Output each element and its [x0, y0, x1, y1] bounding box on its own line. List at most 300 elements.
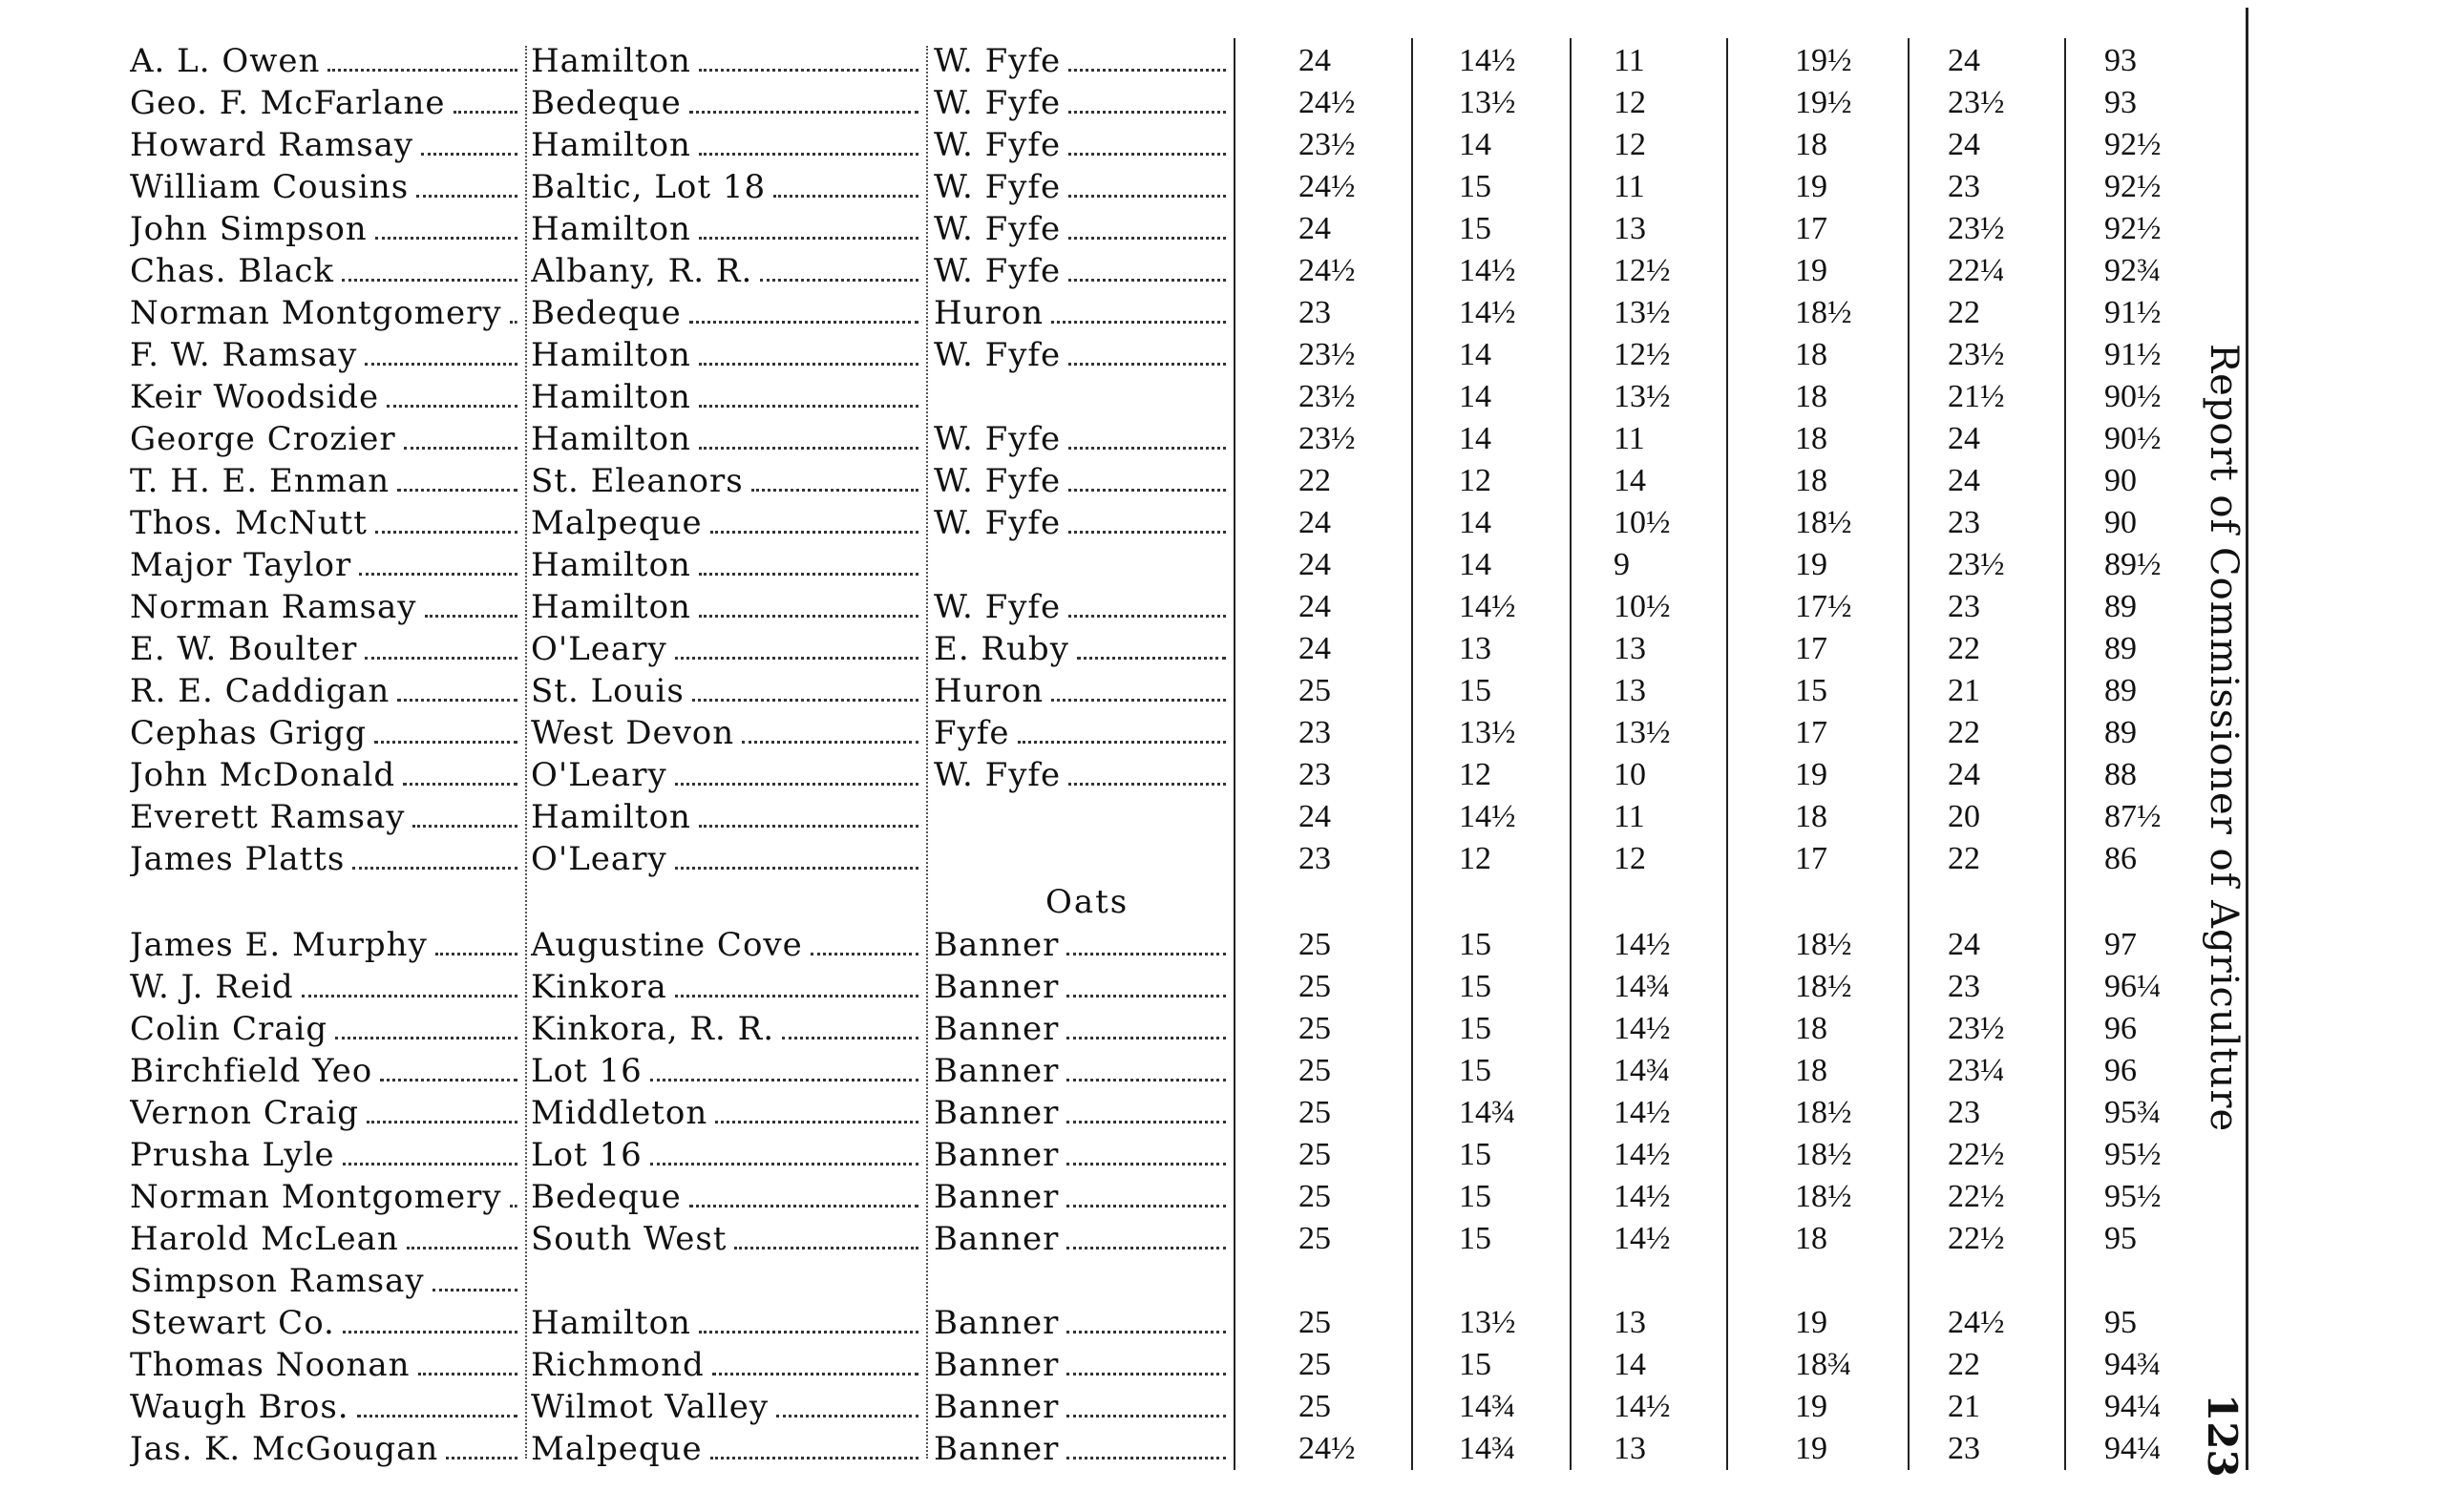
- score-2: 12: [1459, 841, 1491, 876]
- exhibitor-place-text: Kinkora: [531, 968, 667, 1006]
- exhibitor-name: [130, 712, 521, 754]
- score-2: 13½: [1459, 1305, 1516, 1340]
- exhibitor-name-text: Chas. Black: [130, 252, 335, 290]
- dot-leader: [342, 279, 517, 282]
- exhibitor-name: [130, 334, 521, 376]
- exhibitor-place-text: St. Eleanors: [531, 462, 744, 500]
- exhibitor-name: [130, 418, 521, 460]
- score-1: 23: [1298, 757, 1331, 792]
- table-row: [0, 628, 2196, 670]
- score-4: 19: [1795, 757, 1827, 792]
- exhibitor-place-text: West Devon: [531, 714, 735, 752]
- score-2: 14: [1459, 127, 1491, 162]
- score-3: 14½: [1614, 1095, 1671, 1130]
- table-row: [0, 376, 2196, 418]
- exhibitor-name: [130, 796, 521, 838]
- score-1: 25: [1298, 1053, 1331, 1088]
- exhibitor-name-text: Stewart Co.: [130, 1304, 335, 1342]
- dot-leader: [811, 953, 918, 956]
- score-4: 17½: [1795, 589, 1852, 624]
- table-row: [0, 292, 2196, 334]
- page-number: 123: [2199, 1394, 2246, 1478]
- table-row: [0, 82, 2196, 124]
- score-total: 89: [2104, 673, 2137, 708]
- score-4: 19½: [1795, 85, 1852, 120]
- exhibitor-name: [130, 838, 521, 880]
- score-2: 12: [1459, 757, 1491, 792]
- score-4: 18: [1795, 127, 1827, 162]
- score-4: 18½: [1795, 505, 1852, 540]
- score-2: 15: [1459, 1179, 1491, 1214]
- score-3: 14½: [1614, 1179, 1671, 1214]
- dot-leader: [1068, 69, 1226, 72]
- score-3: 12½: [1614, 337, 1671, 372]
- dot-leader: [425, 615, 517, 618]
- exhibitor-name: [130, 1176, 521, 1218]
- exhibitor-name: [130, 208, 521, 250]
- variety: [934, 502, 1230, 544]
- exhibitor-name-text: Birchfield Yeo: [130, 1052, 373, 1090]
- exhibitor-place-text: Middleton: [531, 1094, 708, 1132]
- exhibitor-name-text: George Crozier: [130, 420, 396, 458]
- score-2: 15: [1459, 969, 1491, 1004]
- exhibitor-name: [130, 1428, 521, 1470]
- variety: [934, 1218, 1230, 1260]
- score-5: 23: [1948, 589, 1980, 624]
- score-5: 22: [1948, 1347, 1980, 1382]
- exhibitor-place: [531, 838, 922, 880]
- score-2: 14: [1459, 421, 1491, 456]
- exhibitor-name-text: Keir Woodside: [130, 378, 380, 416]
- score-3: 13½: [1614, 295, 1671, 330]
- exhibitor-place: [531, 40, 922, 82]
- exhibitor-place-text: Bedeque: [531, 294, 682, 332]
- dot-leader: [1066, 1373, 1226, 1376]
- table-row: [0, 208, 2196, 250]
- variety-text: W. Fyfe: [934, 126, 1062, 164]
- score-2: 14¾: [1459, 1095, 1516, 1130]
- score-4: 18¾: [1795, 1347, 1852, 1382]
- variety: [934, 40, 1230, 82]
- dot-leader: [1068, 153, 1226, 156]
- dot-leader: [1066, 1163, 1226, 1166]
- score-3: 10½: [1614, 589, 1671, 624]
- exhibitor-name: [130, 1344, 521, 1386]
- score-total: 89: [2104, 589, 2137, 624]
- score-total: 95½: [2104, 1179, 2162, 1214]
- score-2: 14: [1459, 547, 1491, 582]
- score-3: 11: [1614, 799, 1645, 834]
- dot-leader: [1068, 363, 1226, 366]
- score-4: 18½: [1795, 1137, 1852, 1172]
- score-5: 24: [1948, 421, 1980, 456]
- score-1: 23½: [1298, 337, 1356, 372]
- exhibitor-name: [130, 670, 521, 712]
- variety: [934, 1344, 1230, 1386]
- exhibitor-place: [531, 208, 922, 250]
- score-2: 15: [1459, 1347, 1491, 1382]
- dot-leader: [710, 531, 918, 534]
- dot-leader: [1068, 783, 1226, 786]
- dot-leader: [510, 321, 517, 324]
- exhibitor-place-text: Albany, R. R.: [531, 252, 753, 290]
- score-1: 24½: [1298, 169, 1356, 204]
- table-row: [0, 670, 2196, 712]
- exhibitor-name-text: A. L. Owen: [130, 42, 321, 80]
- variety-text: Banner: [934, 1388, 1060, 1426]
- dot-leader: [435, 953, 517, 956]
- dot-leader: [375, 531, 517, 534]
- score-total: 92¾: [2104, 253, 2162, 288]
- table-row: [0, 712, 2196, 754]
- exhibitor-name-text: R. E. Caddigan: [130, 672, 390, 710]
- dot-leader: [699, 573, 918, 576]
- variety: [934, 1386, 1230, 1428]
- exhibitor-place: [531, 1092, 922, 1134]
- variety: [934, 838, 1230, 880]
- table-row: [0, 1302, 2196, 1344]
- score-4: 18: [1795, 463, 1827, 498]
- dot-leader: [335, 1037, 517, 1040]
- score-2: 15: [1459, 1221, 1491, 1256]
- exhibitor-place: [531, 418, 922, 460]
- exhibitor-name: [130, 966, 521, 1008]
- score-1: 23½: [1298, 421, 1356, 456]
- table-row: [0, 838, 2196, 880]
- dot-leader: [699, 153, 918, 156]
- score-total: 89: [2104, 715, 2137, 750]
- score-3: 14½: [1614, 1011, 1671, 1046]
- variety-text: W. Fyfe: [934, 336, 1062, 374]
- exhibitor-name: [130, 1302, 521, 1344]
- score-4: 18½: [1795, 1179, 1852, 1214]
- table-row: [0, 1008, 2196, 1050]
- exhibitor-place: [531, 754, 922, 796]
- exhibitor-name: [130, 166, 521, 208]
- dot-leader: [1066, 1415, 1226, 1418]
- score-4: 18½: [1795, 969, 1852, 1004]
- exhibitor-place-text: Bedeque: [531, 1178, 682, 1216]
- variety-text: W. Fyfe: [934, 462, 1062, 500]
- score-5: 22½: [1948, 1221, 2005, 1256]
- score-1: 24: [1298, 631, 1331, 666]
- score-5: 23: [1948, 1095, 1980, 1130]
- variety-text: Fyfe: [934, 714, 1010, 752]
- dot-leader: [1066, 1037, 1226, 1040]
- score-2: [1459, 1260, 1602, 1302]
- dot-leader: [1066, 1205, 1226, 1208]
- variety-text: Banner: [934, 1304, 1060, 1342]
- exhibitor-name-text: Thomas Noonan: [130, 1346, 411, 1384]
- exhibitor-place-text: St. Louis: [531, 672, 685, 710]
- score-1: 25: [1298, 1179, 1331, 1214]
- variety-text: Banner: [934, 1136, 1060, 1174]
- exhibitor-name-text: Jas. K. McGougan: [130, 1430, 439, 1468]
- variety-text: Banner: [934, 1052, 1060, 1090]
- score-total: 91½: [2104, 295, 2162, 330]
- table-row: [0, 1218, 2196, 1260]
- score-3: 12: [1614, 85, 1646, 120]
- exhibitor-place: [531, 250, 922, 292]
- variety: [934, 124, 1230, 166]
- variety-text: W. Fyfe: [934, 588, 1062, 626]
- variety: [934, 166, 1230, 208]
- dot-leader: [365, 363, 517, 366]
- score-2: 13: [1459, 631, 1491, 666]
- table-row: [0, 250, 2196, 292]
- exhibitor-name-text: William Cousins: [130, 168, 410, 206]
- score-3: 14½: [1614, 1137, 1671, 1172]
- exhibitor-name: [130, 544, 521, 586]
- variety: [934, 712, 1230, 754]
- exhibitor-name: [130, 124, 521, 166]
- exhibitor-place-text: Hamilton: [531, 588, 691, 626]
- score-2: 14½: [1459, 43, 1516, 78]
- dot-leader: [692, 699, 918, 702]
- exhibitor-name-text: F. W. Ramsay: [130, 336, 358, 374]
- exhibitor-place: [531, 124, 922, 166]
- score-total: 87½: [2104, 799, 2162, 834]
- score-3: 12: [1614, 127, 1646, 162]
- variety-text: W. Fyfe: [934, 210, 1062, 248]
- score-3: 14½: [1614, 927, 1671, 962]
- score-2: 14½: [1459, 253, 1516, 288]
- score-total: 89: [2104, 631, 2137, 666]
- score-4: 17: [1795, 841, 1827, 876]
- score-4: 19½: [1795, 43, 1852, 78]
- score-2: 14: [1459, 337, 1491, 372]
- score-total: 95: [2104, 1305, 2137, 1340]
- exhibitor-place-text: Lot 16: [531, 1052, 643, 1090]
- dot-leader: [699, 69, 918, 72]
- dot-leader: [1077, 657, 1226, 660]
- dot-leader: [1051, 699, 1226, 702]
- score-5: 24: [1948, 757, 1980, 792]
- dot-leader: [712, 1373, 918, 1376]
- score-5: 23: [1948, 505, 1980, 540]
- score-5: 23½: [1948, 211, 2005, 246]
- dot-leader: [1068, 111, 1226, 114]
- exhibitor-name-text: Norman Montgomery: [130, 294, 502, 332]
- score-1: 24: [1298, 547, 1331, 582]
- score-4: 15: [1795, 673, 1827, 708]
- variety: [934, 966, 1230, 1008]
- score-4: 19: [1795, 169, 1827, 204]
- dot-leader: [776, 1415, 918, 1418]
- variety: [934, 376, 1230, 418]
- dot-leader: [650, 1163, 918, 1166]
- dot-leader: [1066, 995, 1226, 998]
- variety: [934, 208, 1230, 250]
- variety: [934, 628, 1230, 670]
- exhibitor-place-text: Hamilton: [531, 798, 691, 836]
- exhibitor-place: [531, 502, 922, 544]
- exhibitor-place: [531, 628, 922, 670]
- exhibitor-place: [531, 1428, 922, 1470]
- dot-leader: [404, 447, 517, 450]
- dot-leader: [407, 1247, 517, 1250]
- score-2: 14½: [1459, 799, 1516, 834]
- dot-leader: [699, 825, 918, 828]
- dot-leader: [327, 69, 517, 72]
- variety: [934, 292, 1230, 334]
- exhibitor-name-text: Simpson Ramsay: [130, 1262, 425, 1300]
- table-row: [0, 1176, 2196, 1218]
- table-row: [0, 418, 2196, 460]
- exhibitor-name: [130, 924, 521, 966]
- variety-text: Banner: [934, 1346, 1060, 1384]
- dot-leader: [302, 995, 517, 998]
- exhibitor-place: [531, 712, 922, 754]
- score-1: 25: [1298, 927, 1331, 962]
- exhibitor-place: [531, 1134, 922, 1176]
- score-total: 88: [2104, 757, 2137, 792]
- score-total: 93: [2104, 43, 2137, 78]
- exhibitor-name: [130, 754, 521, 796]
- exhibitor-name: [130, 460, 521, 502]
- table-row: [0, 924, 2196, 966]
- score-total: 94¼: [2104, 1389, 2162, 1424]
- exhibitor-place: [531, 1260, 922, 1302]
- exhibitor-place: [531, 966, 922, 1008]
- score-total: 92½: [2104, 211, 2162, 246]
- score-5: 24: [1948, 463, 1980, 498]
- score-3: 13: [1614, 631, 1646, 666]
- score-1: 25: [1298, 673, 1331, 708]
- score-2: 13½: [1459, 85, 1516, 120]
- score-total: 94¼: [2104, 1431, 2162, 1466]
- score-1: 23½: [1298, 127, 1356, 162]
- score-4: 18: [1795, 1011, 1827, 1046]
- score-4: 18: [1795, 337, 1827, 372]
- dot-leader: [675, 783, 918, 786]
- exhibitor-place: [531, 586, 922, 628]
- exhibitor-place-text: Richmond: [531, 1346, 705, 1384]
- exhibitor-name: [130, 292, 521, 334]
- table-row: [0, 1050, 2196, 1092]
- exhibitor-place: [531, 1008, 922, 1050]
- score-1: 25: [1298, 969, 1331, 1004]
- variety-text: Banner: [934, 1220, 1060, 1258]
- exhibitor-place-text: Lot 16: [531, 1136, 643, 1174]
- exhibitor-place: [531, 924, 922, 966]
- dot-leader: [1066, 953, 1226, 956]
- exhibitor-name: [130, 502, 521, 544]
- exhibitor-name-text: James Platts: [130, 840, 346, 878]
- variety: [934, 1176, 1230, 1218]
- dot-leader: [380, 1079, 517, 1082]
- exhibitor-name-text: T. H. E. Enman: [130, 462, 390, 500]
- exhibitor-place-text: Augustine Cove: [531, 926, 803, 964]
- dot-leader: [1068, 195, 1226, 198]
- exhibitor-place: [531, 544, 922, 586]
- exhibitor-name: [130, 586, 521, 628]
- score-4: 19: [1795, 1431, 1827, 1466]
- score-3: 14½: [1614, 1389, 1671, 1424]
- score-total: 96¼: [2104, 969, 2162, 1004]
- dot-leader: [454, 111, 517, 114]
- score-3: 14¾: [1614, 1053, 1671, 1088]
- score-1: 23: [1298, 715, 1331, 750]
- variety-text: Banner: [934, 926, 1060, 964]
- score-total: 94¾: [2104, 1347, 2162, 1382]
- score-total: 90: [2104, 463, 2137, 498]
- exhibitor-name: [130, 1008, 521, 1050]
- dot-leader: [1068, 489, 1226, 492]
- dot-leader: [699, 237, 918, 240]
- score-total: 90½: [2104, 421, 2162, 456]
- dot-leader: [1068, 447, 1226, 450]
- score-5: 21½: [1948, 379, 2005, 414]
- score-3: [1614, 1260, 1757, 1302]
- dot-leader: [675, 867, 918, 870]
- score-total: 92½: [2104, 169, 2162, 204]
- variety-text: Banner: [934, 1094, 1060, 1132]
- dot-leader: [1051, 321, 1226, 324]
- dot-leader: [699, 447, 918, 450]
- score-3: 13½: [1614, 715, 1671, 750]
- dot-leader: [689, 321, 918, 324]
- dot-leader: [343, 1163, 517, 1166]
- exhibitor-name-text: Prusha Lyle: [130, 1136, 335, 1174]
- dot-leader: [689, 1205, 918, 1208]
- dot-leader: [1068, 615, 1226, 618]
- exhibitor-place-text: Hamilton: [531, 420, 691, 458]
- exhibitor-place: [531, 292, 922, 334]
- variety: [934, 1092, 1230, 1134]
- section-label-oats: Oats: [1045, 883, 1129, 921]
- exhibitor-place-text: Hamilton: [531, 336, 691, 374]
- score-4: 18: [1795, 1053, 1827, 1088]
- dot-leader: [699, 363, 918, 366]
- score-5: 23: [1948, 969, 1980, 1004]
- exhibitor-place-text: Hamilton: [531, 210, 691, 248]
- score-1: 25: [1298, 1095, 1331, 1130]
- score-5: 23: [1948, 169, 1980, 204]
- score-3: 11: [1614, 421, 1645, 456]
- dot-leader: [1068, 237, 1226, 240]
- dot-leader: [343, 1331, 517, 1334]
- table-row: [0, 966, 2196, 1008]
- exhibitor-name-text: Everett Ramsay: [130, 798, 406, 836]
- score-1: [1298, 1260, 1442, 1302]
- table-row: [0, 796, 2196, 838]
- score-total: 86: [2104, 841, 2137, 876]
- variety: [934, 1260, 1230, 1302]
- score-total: 90½: [2104, 379, 2162, 414]
- dot-leader: [397, 489, 517, 492]
- dot-leader: [675, 657, 918, 660]
- exhibitor-place-text: O'Leary: [531, 756, 667, 794]
- score-3: 11: [1614, 43, 1645, 78]
- dot-leader: [418, 1373, 517, 1376]
- score-total: 97: [2104, 927, 2137, 962]
- score-5: 23½: [1948, 1011, 2005, 1046]
- table-row: [0, 1428, 2196, 1470]
- score-2: 15: [1459, 211, 1491, 246]
- dot-leader: [357, 1415, 517, 1418]
- score-total: 95¾: [2104, 1095, 2162, 1130]
- exhibitor-place-text: O'Leary: [531, 840, 667, 878]
- score-1: 24½: [1298, 1431, 1356, 1466]
- score-1: 25: [1298, 1221, 1331, 1256]
- exhibitor-name-text: James E. Murphy: [130, 926, 428, 964]
- exhibitor-name: [130, 1050, 521, 1092]
- variety: [934, 1008, 1230, 1050]
- score-2: 14½: [1459, 589, 1516, 624]
- score-1: 23½: [1298, 379, 1356, 414]
- table-row: [0, 124, 2196, 166]
